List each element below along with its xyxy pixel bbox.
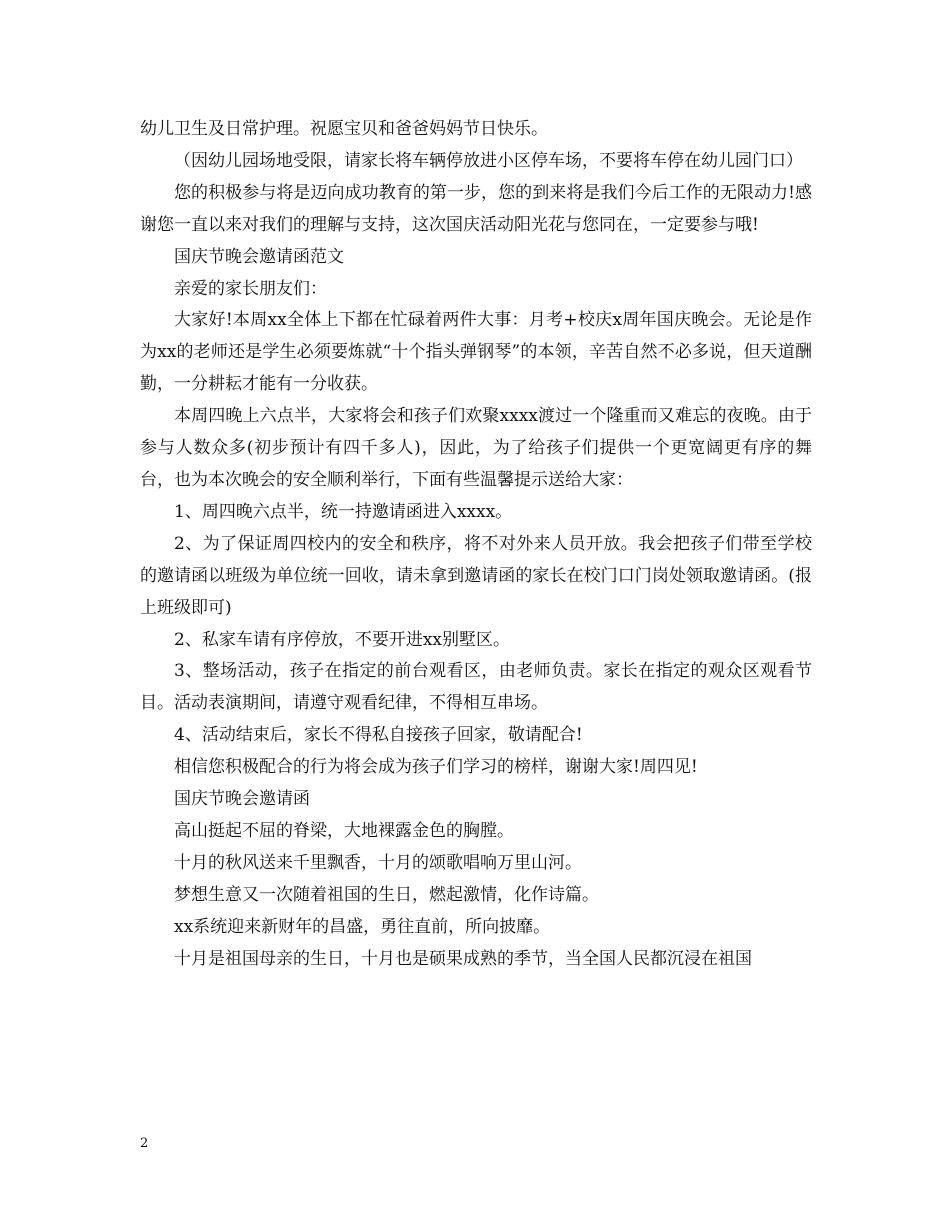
- body-paragraph: 十月是祖国母亲的生日，十月也是硕果成熟的季节，当全国人民都沉浸在祖国: [174, 948, 752, 969]
- list-item: 3、整场活动，孩子在指定的前台观看区，由老师负责。家长在指定的观众区观看节目。活动表演期间，请遵守观看纪律，不得相互串场。: [140, 661, 812, 714]
- poem-line: 十月的秋风送来千里飘香，十月的颂歌唱响万里山河。: [174, 852, 582, 873]
- body-paragraph: 本周四晚上六点半，大家将会和孩子们欢聚xxxx渡过一个隆重而又难忘的夜晚。由于参与人数众多(初步预计有四千多人)，因此，为了给孩子们提供一个更宽阔更有序的舞台，也为本次晚会的安全顺利举行，下面有些温馨提示送给大家：: [140, 406, 812, 490]
- document-body: [140, 114, 812, 975]
- list-item: 2、私家车请有序停放，不要开进xx别墅区。: [174, 629, 510, 650]
- body-paragraph: 幼儿卫生及日常护理。祝愿宝贝和爸爸妈妈节日快乐。: [140, 119, 548, 139]
- body-paragraph: 您的积极参与将是迈向成功教育的第一步，您的到来将是我们今后工作的无限动力!感谢您一直以来对我们的理解与支持，这次国庆活动阳光花与您同在，一定要参与哦!: [140, 182, 812, 235]
- salutation: 亲爱的家长朋友们：: [174, 278, 327, 299]
- poem-line: xx系统迎来新财年的昌盛，勇往直前，所向披靡。: [174, 916, 551, 937]
- body-paragraph: 大家好!本周xx全体上下都在忙碌着两件大事：月考+校庆x周年国庆晚会。无论是作为xx的老师还是学生必须要炼就“十个指头弹钢琴”的本领，辛苦自然不必多说，但天道酬勤，一分耕耘才能有一分收获。: [140, 310, 812, 395]
- section-heading: 国庆节晚会邀请函: [174, 789, 310, 810]
- list-item: 1、周四晚六点半，统一持邀请函进入xxxx。: [174, 501, 513, 522]
- list-item: 2、为了保证周四校内的安全和秩序，将不对外来人员开放。我会把孩子们带至学校的邀请函以班级为单位统一回收，请未拿到邀请函的家长在校门口门岗处领取邀请函。(报上班级即可): [140, 533, 812, 618]
- body-paragraph: （因幼儿园场地受限，请家长将车辆停放进小区停车场，不要将车停在幼儿园门口）: [174, 150, 803, 171]
- poem-line: 高山挺起不屈的脊梁，大地裸露金色的胸膛。: [174, 820, 514, 841]
- body-paragraph: 相信您积极配合的行为将会成为孩子们学习的榜样，谢谢大家!周四见!: [174, 757, 698, 778]
- section-heading: 国庆节晚会邀请函范文: [174, 246, 344, 267]
- poem-line: 梦想生意又一次随着祖国的生日，燃起激情，化作诗篇。: [174, 884, 599, 905]
- list-item: 4、活动结束后，家长不得私自接孩子回家，敬请配合!: [174, 725, 583, 746]
- page-number: 2: [140, 1136, 149, 1151]
